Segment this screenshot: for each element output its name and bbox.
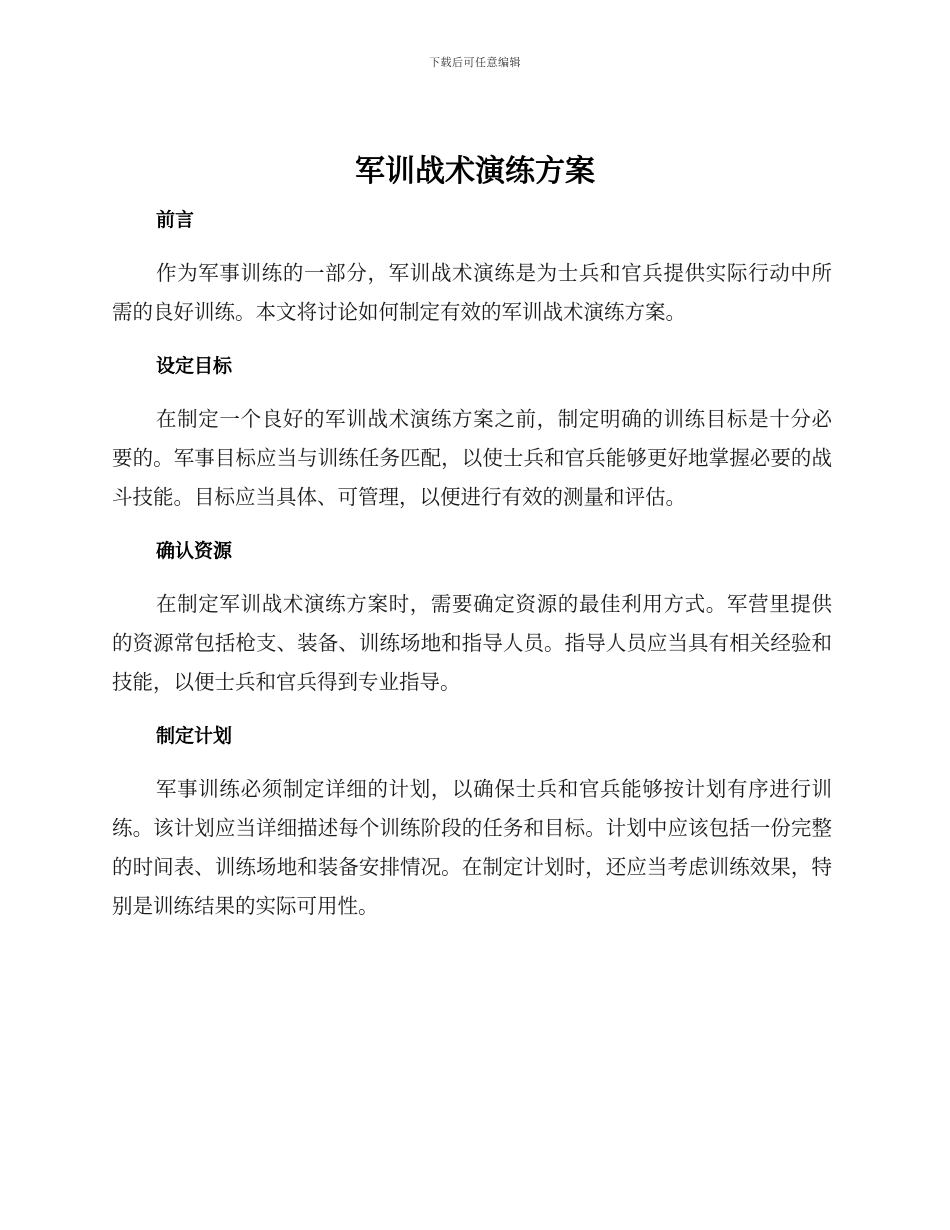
section-heading-set-goals: 设定目标 <box>156 355 233 377</box>
section-heading-make-plan: 制定计划 <box>156 725 233 747</box>
section-paragraph-set-goals: 在制定一个良好的军训战术演练方案之前，制定明确的训练目标是十分必要的。军事目标应当与训练任务匹配，以使士兵和官兵能够更好地掌握必要的战斗技能。目标应当具体、可管理，以便进行有效的测量和评估。 <box>112 407 832 509</box>
header-note: 下载后可任意编辑 <box>429 56 521 69</box>
section-heading-preface: 前言 <box>156 209 195 231</box>
section-paragraph-preface: 作为军事训练的一部分，军训战术演练是为士兵和官兵提供实际行动中所需的良好训练。本文将讨论如何制定有效的军训战术演练方案。 <box>112 261 832 324</box>
section-paragraph-make-plan: 军事训练必须制定详细的计划，以确保士兵和官兵能够按计划有序进行训练。该计划应当详细描述每个训练阶段的任务和目标。计划中应该包括一份完整的时间表、训练场地和装备安排情况。在制定计划时，还应当考虑训练效果，特别是训练结果的实际可用性。 <box>112 777 832 918</box>
section-heading-confirm-resources: 确认资源 <box>156 540 233 562</box>
section-paragraph-confirm-resources: 在制定军训战术演练方案时，需要确定资源的最佳利用方式。军营里提供的资源常包括枪支、装备、训练场地和指导人员。指导人员应当具有相关经验和技能，以便士兵和官兵得到专业指导。 <box>112 592 832 694</box>
document-body <box>112 205 832 926</box>
document-title: 军训战术演练方案 <box>355 154 595 189</box>
